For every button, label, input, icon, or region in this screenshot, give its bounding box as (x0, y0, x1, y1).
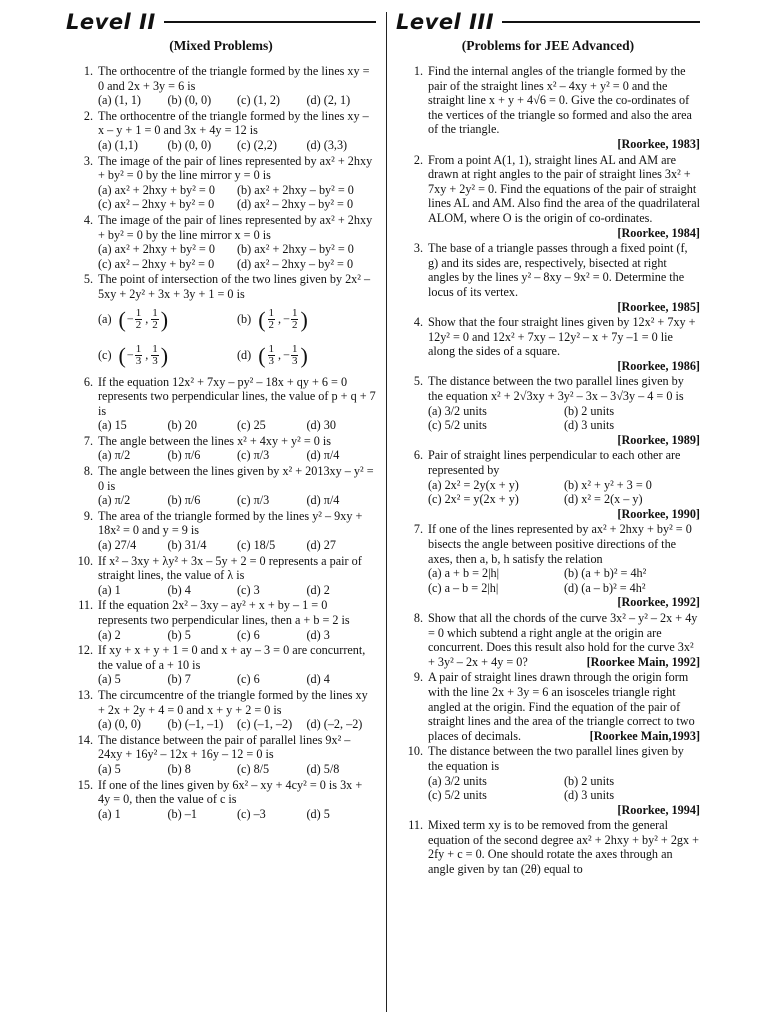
open-paren: ( (258, 342, 266, 368)
fraction-term (283, 308, 299, 331)
fraction-denominator: 3 (152, 355, 158, 367)
option-label: (d) (237, 348, 252, 363)
fraction-numerator: 1 (135, 307, 142, 319)
option: (c) 2x² = y(2x + y) (428, 492, 519, 507)
source-citation: [Roorkee Main, 1992] (586, 654, 700, 669)
fraction-term (267, 308, 277, 331)
question-number: 2. (83, 108, 93, 123)
options (98, 807, 376, 822)
question-text: The angle between the lines given by x² + 2013xy – y² = 0 is (98, 464, 374, 493)
option: (b) 8 (167, 761, 191, 776)
question-number: 4. (413, 315, 423, 330)
question-item (396, 153, 700, 241)
question-number: 1. (413, 64, 423, 78)
question-item (396, 241, 700, 314)
question-number: 2. (413, 152, 423, 167)
question-text: Show that all the chords of the curve 3x² – y² – 2x + 4y = 0 which subtend a right angle at the origin are concurrent. Does this result also hold for the curve 3x² + 3y² – 2x + 4y = 0? (428, 610, 698, 669)
question-text: If the equation 2x² – 3xy – ay² + x + by – 1 = 0 represents two perpendicular lines, then a + b = 2 is (98, 598, 350, 627)
question-text: If x² – 3xy + λy² + 3x – 5y + 2 = 0 represents a pair of straight lines, the value of λ is (98, 553, 362, 583)
question-text: The image of the pair of lines represented by ax² + 2hxy + by² = 0 by the line mirror y = 0 is (98, 153, 373, 183)
question-item (66, 554, 376, 598)
option: (d) π/4 (306, 493, 340, 508)
right-subtitle: (Problems for JEE Advanced) (461, 38, 635, 53)
question-item (396, 522, 700, 610)
option: (a) 5 (98, 672, 121, 687)
options (98, 93, 376, 108)
question-text: If one of the lines given by 6x² – xy + 4cy² = 0 is 3x + 4y = 0, then the value of c is (98, 777, 363, 807)
option: (a) 2x² = 2y(x + y) (428, 477, 519, 492)
option: (c) ax² – 2hxy + by² = 0 (98, 256, 215, 271)
question-item (66, 733, 376, 777)
fraction-sign: − (283, 348, 290, 363)
fraction (268, 308, 276, 331)
option: (d) (a – b)² = 4h² (564, 580, 646, 595)
option: (d) 30 (306, 418, 336, 433)
option: (d) x² = 2(x – y) (564, 492, 643, 507)
question-number: 15. (77, 777, 93, 792)
option: (b) (a + b)² = 4h² (564, 566, 647, 581)
fraction-sign: − (126, 312, 134, 327)
option: (d) 4 (306, 672, 330, 687)
option: (d) ax² – 2hxy – by² = 0 (237, 256, 354, 271)
question-item (66, 213, 376, 271)
fraction-numerator: 1 (291, 343, 298, 355)
question-number: 10. (407, 744, 423, 759)
fraction-denominator: 3 (291, 355, 298, 367)
option: (b) 2 units (564, 403, 615, 418)
comma: , (278, 348, 282, 363)
option: (b) ax² + 2hxy – by² = 0 (237, 242, 354, 257)
option: (d) 5 (306, 806, 330, 821)
options (428, 478, 700, 507)
question-item (66, 464, 376, 508)
option: (a) 27/4 (98, 538, 137, 553)
option: (a) 1 (98, 806, 121, 821)
question-item (66, 154, 376, 212)
option: (b) 2 units (564, 773, 615, 788)
option: (a) 15 (98, 418, 127, 433)
question-text: The angle between the lines x² + 4xy + y² = 0 is (98, 433, 332, 448)
option: (a) 3/2 units (428, 773, 487, 788)
fraction (135, 344, 143, 367)
option: (a) (1,1) (98, 137, 138, 152)
open-paren: ( (118, 342, 126, 368)
option: (b) (–1, –1) (167, 717, 224, 732)
question-number: 10. (77, 553, 93, 568)
source-citation: [Roorkee, 1992] (617, 595, 700, 610)
options (98, 538, 376, 553)
fraction-numerator: 1 (135, 343, 142, 355)
fraction-numerator: 1 (152, 307, 158, 319)
option: (d) ax² – 2hxy – by² = 0 (237, 197, 354, 212)
question-item (396, 670, 700, 743)
question-text: The distance between the two parallel lines given by the equation is (428, 744, 684, 773)
question-text: Show that the four straight lines given by 12x² + 7xy + 12y² = 0 and 12x² + 7xy – 12y² – x + 7y –1 = 0 lie along the sides of a square. (428, 315, 696, 359)
header-rule (164, 21, 376, 23)
question-text: If xy + x + y + 1 = 0 and x + ay – 3 = 0 are concurrent, the value of a + 10 is (98, 643, 366, 672)
header-rule (502, 21, 700, 23)
option (98, 344, 237, 367)
option: (b) (0, 0) (167, 137, 212, 152)
option: (a) 1 (98, 582, 121, 597)
option: (a) 5 (98, 761, 121, 776)
right-column (396, 8, 700, 878)
option: (b) –1 (167, 806, 197, 821)
option: (a) (0, 0) (98, 717, 141, 732)
option: (d) (3,3) (306, 137, 348, 152)
options (98, 583, 376, 598)
level-iii-header (396, 8, 700, 36)
fraction-numerator: 1 (152, 343, 158, 355)
options (98, 418, 376, 433)
question-text: The point of intersection of the two lines given by 2x² – 5xy + 2y² + 3x + 3y + 1 = 0 is (98, 272, 371, 301)
source-citation: [Roorkee, 1989] (617, 432, 700, 447)
options (98, 717, 376, 732)
fraction-numerator: 1 (268, 307, 275, 319)
fraction (151, 344, 159, 367)
question-text: If one of the lines represented by ax² + 2hxy + by² = 0 bisects the angle between positive directions of the axes, then a, b, h satisfy the relation (428, 522, 692, 566)
question-text: The orthocentre of the triangle formed by the lines xy = 0 and 2x + 3y = 6 is (98, 64, 370, 93)
option: (d) π/4 (306, 448, 340, 463)
option: (c) 6 (237, 672, 260, 687)
question-item (66, 434, 376, 463)
close-paren: ) (300, 342, 308, 368)
option: (a) π/2 (98, 493, 131, 508)
source-citation: [Roorkee, 1983] (617, 136, 700, 151)
close-paren: ) (160, 342, 169, 368)
level-ii-title: Level II (66, 10, 156, 34)
question-text: The distance between the two parallel lines given by the equation x² + 2√3xy + 3y² – 3x – 3√3y – 4 = 0 is (428, 374, 684, 404)
question-number: 12. (77, 643, 93, 658)
fraction-term (127, 344, 143, 367)
comma: , (278, 312, 282, 327)
question-text: If the equation 12x² + 7xy – py² – 18x + qy + 6 = 0 represents two perpendicular lines, the value of p + q + 7 is (98, 374, 376, 418)
option: (b) (0, 0) (167, 93, 212, 108)
question-item (66, 643, 376, 687)
left-column (66, 8, 376, 822)
option-row (98, 302, 376, 338)
fraction-denominator: 3 (135, 355, 142, 367)
open-paren: ( (118, 306, 126, 332)
option: (d) 3 (306, 627, 330, 642)
level-ii-header (66, 8, 376, 36)
right-question-list (396, 64, 700, 877)
question-number: 4. (83, 212, 93, 227)
question-item (396, 315, 700, 373)
fraction-denominator: 2 (152, 319, 158, 331)
question-text: A pair of straight lines drawn through the origin form with the line 2x + 3y = 6 an isosceles triangle right angled at the origin. Find the equation of the pair of straight lines and the area of the triangle correct to two places of decimals. (428, 670, 695, 743)
option: (b) π/6 (167, 448, 201, 463)
option: (d) 5/8 (306, 761, 340, 776)
fraction-term (150, 344, 160, 367)
option: (a) 3/2 units (428, 403, 487, 418)
option: (d) (–2, –2) (306, 717, 363, 732)
question-number: 8. (83, 464, 93, 479)
question-number: 5. (83, 272, 93, 287)
question-item (66, 109, 376, 153)
question-text: The base of a triangle passes through a fixed point (f, g) and its sides are, respectively, bisected at right angles by the lines y² – 8xy – 9x² = 0. Determine the locus of its vertex. (428, 241, 688, 299)
fraction-term (150, 308, 160, 331)
question-text: The orthocentre of the triangle formed by the lines xy – x – y + 1 = 0 and 3x + 4y = 12 is (98, 108, 369, 138)
question-number: 14. (77, 732, 93, 747)
question-item (396, 744, 700, 817)
fraction-sign: − (126, 348, 134, 363)
fraction (291, 308, 299, 331)
source-citation: [Roorkee, 1990] (617, 506, 700, 521)
question-text: The image of the pair of lines represented by ax² + 2hxy + by² = 0 by the line mirror x = 0 is (98, 212, 373, 242)
left-subtitle: (Mixed Problems) (169, 38, 273, 53)
question-number: 9. (413, 670, 423, 685)
comma: , (145, 312, 149, 327)
options (98, 762, 376, 777)
options (98, 183, 376, 212)
option: (c) π/3 (237, 448, 270, 463)
question-item (396, 374, 700, 447)
option: (a) ax² + 2hxy + by² = 0 (98, 182, 215, 197)
fraction-denominator: 2 (268, 319, 275, 331)
option: (c) π/3 (237, 493, 270, 508)
question-number: 5. (413, 374, 423, 389)
option: (a) π/2 (98, 448, 131, 463)
question-text: Find the internal angles of the triangle formed by the pair of the straight lines x² – 4xy + y² = 0 and the straight line x + y + 4√6 = 0. Give the co-ordinates of the vertices of the triangle so formed and also the area of the triangle. (428, 64, 692, 137)
option: (c) 6 (237, 627, 260, 642)
question-item (66, 375, 376, 433)
fraction (135, 308, 143, 331)
fraction-numerator: 1 (268, 343, 275, 355)
option-label: (b) (237, 312, 252, 327)
option-label: (a) (98, 312, 112, 327)
option: (c) (–1, –2) (237, 717, 293, 732)
option: (c) 18/5 (237, 538, 276, 553)
option: (c) a – b = 2|h| (428, 580, 499, 595)
option (98, 308, 237, 331)
option: (b) x² + y² + 3 = 0 (564, 477, 652, 492)
question-item (396, 818, 700, 876)
level-iii-title: Level III (396, 10, 495, 34)
question-number: 6. (83, 374, 93, 389)
option-row (98, 338, 376, 374)
question-text: The circumcentre of the triangle formed by the lines xy + 2x + 2y + 4 = 0 and x + y + 2 = 0 is (98, 687, 368, 717)
question-number: 13. (77, 687, 93, 702)
fraction-term (283, 344, 299, 367)
question-number: 3. (83, 153, 93, 168)
options (98, 138, 376, 153)
question-text: The distance between the pair of parallel lines 9x² – 24xy + 16y² – 12x + 16y – 12 = 0 is (98, 732, 351, 762)
option: (c) ax² – 2hxy + by² = 0 (98, 197, 215, 212)
option: (c) 5/2 units (428, 788, 487, 803)
question-text: From a point A(1, 1), straight lines AL and AM are drawn at right angles to the pair of straight lines 3x² + 7xy + 2y² = 0. Find the equations of the pair of straight lines AL and AM. Also find the area of the quadrilateral ALOM, where O is the origin of co-ordinates. (428, 152, 700, 225)
option: (b) 31/4 (167, 538, 207, 553)
column-divider (386, 12, 387, 1012)
option: (d) 3 units (564, 418, 615, 433)
question-item (66, 778, 376, 822)
fraction (151, 308, 159, 331)
option: (c) 5/2 units (428, 418, 487, 433)
fraction-sign: − (283, 312, 290, 327)
option: (b) ax² + 2hxy – by² = 0 (237, 182, 354, 197)
option: (c) (2,2) (237, 137, 277, 152)
fraction-term (267, 344, 277, 367)
close-paren: ) (300, 306, 308, 332)
open-paren: ( (258, 306, 266, 332)
option: (a) (1, 1) (98, 93, 141, 108)
option (237, 308, 376, 331)
options (428, 566, 700, 595)
option: (c) 8/5 (237, 761, 270, 776)
options (98, 628, 376, 643)
options (428, 404, 700, 433)
option: (c) 3 (237, 582, 260, 597)
option: (d) 2 (306, 582, 330, 597)
close-paren: ) (160, 306, 169, 332)
source-citation: [Roorkee, 1994] (617, 802, 700, 817)
fraction-numerator: 1 (291, 307, 298, 319)
options (98, 493, 376, 508)
question-number: 11. (78, 598, 93, 613)
source-citation: [Roorkee Main,1993] (589, 728, 700, 743)
question-number: 7. (83, 433, 93, 448)
question-number: 7. (413, 522, 423, 537)
question-number: 9. (83, 508, 93, 523)
option: (b) 5 (167, 627, 191, 642)
question-text: Pair of straight lines perpendicular to each other are represented by (428, 448, 681, 478)
source-citation: [Roorkee, 1984] (617, 225, 700, 240)
option: (b) 20 (167, 418, 197, 433)
source-citation: [Roorkee, 1986] (617, 358, 700, 373)
option (237, 344, 376, 367)
option: (a) a + b = 2|h| (428, 566, 500, 581)
option: (c) (1, 2) (237, 93, 280, 108)
question-item (66, 272, 376, 373)
question-number: 11. (408, 818, 423, 833)
question-number: 3. (413, 241, 423, 256)
source-citation: [Roorkee, 1985] (617, 299, 700, 314)
fraction-denominator: 3 (268, 355, 275, 367)
option-label: (c) (98, 348, 112, 363)
option: (c) 25 (237, 418, 266, 433)
option: (b) 7 (167, 672, 191, 687)
option: (c) –3 (237, 806, 266, 821)
option: (b) π/6 (167, 493, 201, 508)
question-text: The area of the triangle formed by the lines y² – 9xy + 18x² = 0 and y = 9 is (98, 508, 363, 538)
fraction-denominator: 2 (291, 319, 298, 331)
question-text: Mixed term xy is to be removed from the general equation of the second degree ax² + 2hxy + by² + 2gx + 2fy + c = 0. One should rotate the axes through an angle given by tan (2θ) equal to (428, 818, 700, 877)
question-item (66, 64, 376, 108)
option: (a) 2 (98, 627, 121, 642)
comma: , (145, 348, 149, 363)
options (428, 774, 700, 803)
fraction (268, 344, 276, 367)
options (98, 448, 376, 463)
question-item (396, 64, 700, 152)
question-number: 8. (413, 610, 423, 625)
question-number: 1. (83, 64, 93, 78)
option: (d) (2, 1) (306, 93, 351, 108)
option: (a) ax² + 2hxy + by² = 0 (98, 242, 215, 257)
options (98, 672, 376, 687)
question-item (66, 598, 376, 642)
option: (b) 4 (167, 582, 191, 597)
fraction (291, 344, 299, 367)
left-question-list (66, 64, 376, 821)
question-item (66, 688, 376, 732)
option: (d) 3 units (564, 788, 615, 803)
fraction-denominator: 2 (135, 319, 142, 331)
question-item (396, 448, 700, 521)
options (98, 242, 376, 271)
question-number: 6. (413, 448, 423, 463)
question-item (396, 611, 700, 669)
option: (d) 27 (306, 538, 336, 553)
question-item (66, 509, 376, 553)
fraction-term (127, 308, 143, 331)
